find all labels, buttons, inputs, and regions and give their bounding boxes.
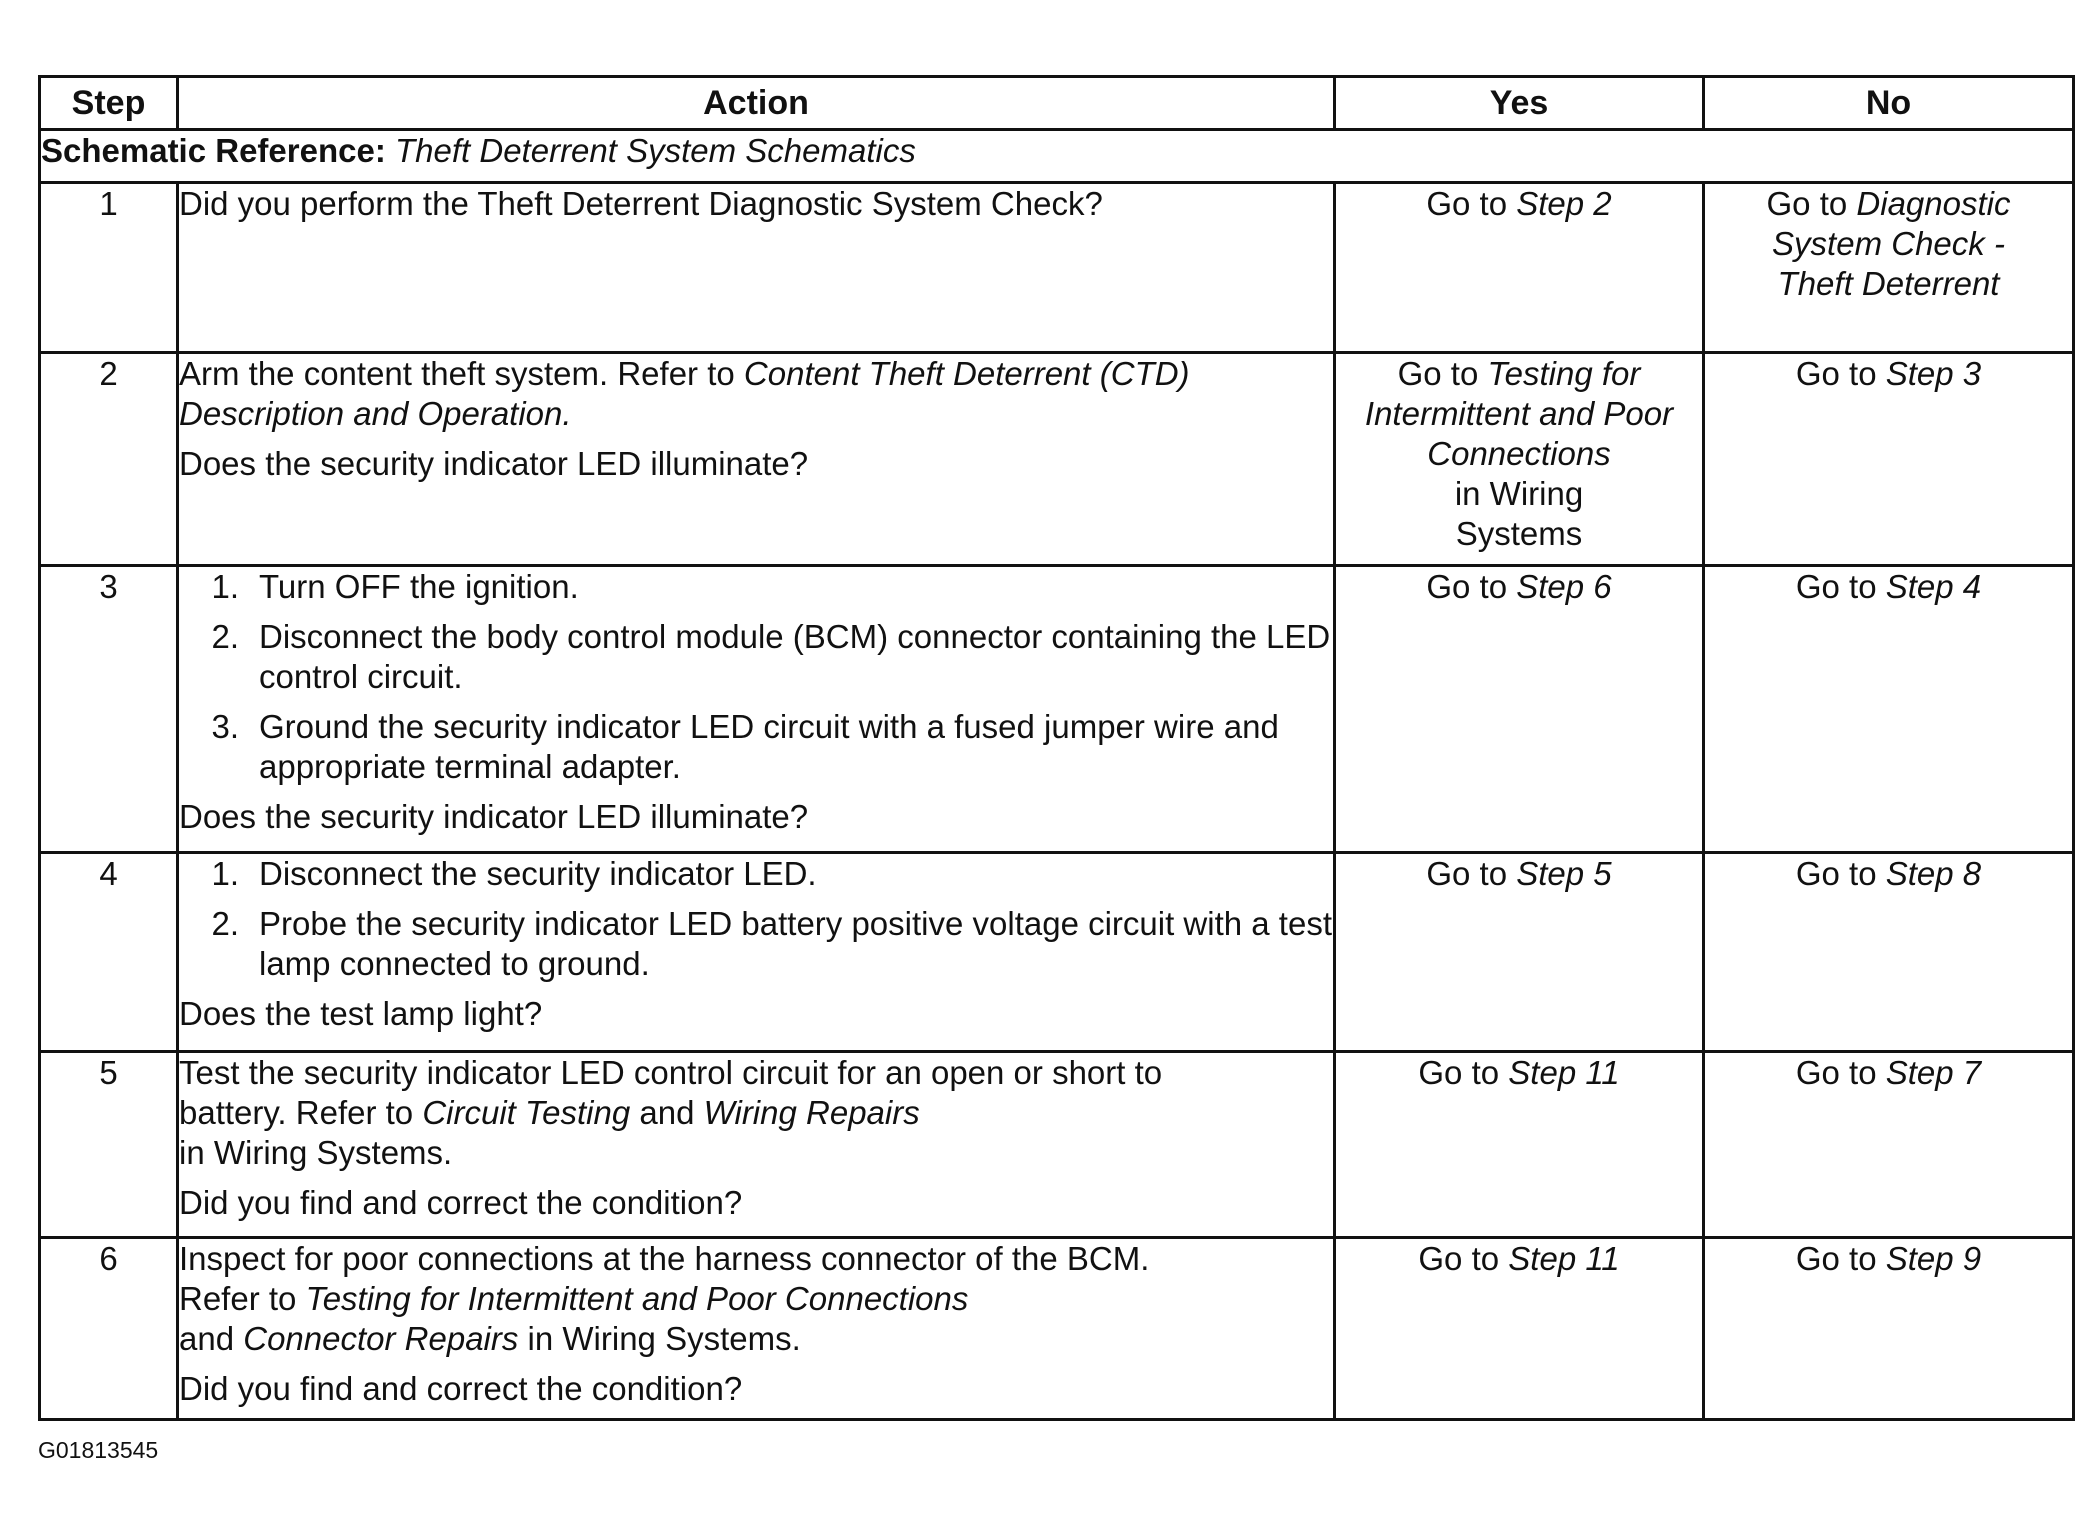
action-cell bbox=[178, 853, 1335, 1052]
go-to-text: Go to bbox=[1426, 855, 1508, 892]
no-cell bbox=[1704, 1238, 2074, 1420]
action-text-part: Arm the content theft system. Refer to bbox=[179, 355, 735, 392]
action-question: Did you find and correct the condition? bbox=[179, 1184, 743, 1221]
header-action: Action bbox=[178, 77, 1335, 130]
no-cell bbox=[1704, 353, 2074, 566]
yes-cell bbox=[1335, 1052, 1704, 1238]
step-link[interactable]: Step 2 bbox=[1516, 185, 1612, 222]
step-link[interactable]: Step 6 bbox=[1516, 568, 1612, 605]
doc-link[interactable]: Wiring Repairs bbox=[703, 1094, 920, 1131]
action-question: Does the security indicator LED illuminate? bbox=[179, 798, 809, 835]
action-text-part: Refer to bbox=[179, 1280, 297, 1317]
step-link[interactable]: Step 4 bbox=[1885, 568, 1982, 605]
doc-link[interactable]: Intermittent and Poor bbox=[1364, 395, 1674, 432]
table-row bbox=[40, 1238, 2074, 1420]
procedure-list bbox=[179, 567, 1333, 787]
header-no: No bbox=[1704, 77, 2074, 130]
procedure-step-text: Ground the security indicator LED circuit with a fused jumper wire and appropriate terminal adapter. bbox=[259, 708, 1279, 785]
doc-link[interactable]: System Check - bbox=[1772, 225, 2005, 262]
doc-link[interactable]: Description and Operation. bbox=[179, 395, 572, 432]
yes-cell bbox=[1335, 1238, 1704, 1420]
procedure-step-number: 2. bbox=[211, 905, 239, 942]
action-text-part: battery. Refer to bbox=[179, 1094, 414, 1131]
doc-link[interactable]: Connector Repairs bbox=[243, 1320, 519, 1357]
procedure-step-number: 1. bbox=[211, 855, 239, 892]
go-to-text: Go to bbox=[1795, 1240, 1877, 1277]
doc-link[interactable]: Content Theft Deterrent (CTD) bbox=[743, 355, 1190, 392]
step-link[interactable]: Step 11 bbox=[1508, 1054, 1620, 1091]
action-question: Does the security indicator LED illuminate? bbox=[179, 445, 809, 482]
procedure-step bbox=[179, 567, 1333, 607]
procedure-step-number: 1. bbox=[211, 568, 239, 605]
table-row bbox=[40, 183, 2074, 353]
step-link[interactable]: Step 7 bbox=[1885, 1054, 1982, 1091]
action-cell bbox=[178, 183, 1335, 353]
go-to-text: Go to bbox=[1766, 185, 1848, 222]
yes-cell bbox=[1335, 353, 1704, 566]
procedure-step-text: Disconnect the security indicator LED. bbox=[259, 855, 817, 892]
doc-link[interactable]: Circuit Testing bbox=[422, 1094, 631, 1131]
action-cell bbox=[178, 353, 1335, 566]
doc-link-suffix: in Wiring bbox=[1454, 475, 1584, 512]
step-number: 6 bbox=[40, 1238, 178, 1420]
header-yes: Yes bbox=[1335, 77, 1704, 130]
step-number: 2 bbox=[40, 353, 178, 566]
action-text: Did you perform the Theft Deterrent Diagnostic System Check? bbox=[179, 185, 1103, 222]
header-step: Step bbox=[40, 77, 178, 130]
no-cell bbox=[1704, 853, 2074, 1052]
action-cell bbox=[178, 1052, 1335, 1238]
procedure-step-text: Turn OFF the ignition. bbox=[259, 568, 579, 605]
procedure-step-number: 2. bbox=[211, 618, 239, 655]
doc-link[interactable]: Connections bbox=[1427, 435, 1611, 472]
step-link[interactable]: Step 9 bbox=[1885, 1240, 1982, 1277]
go-to-text: Go to bbox=[1795, 1054, 1877, 1091]
table-row bbox=[40, 853, 2074, 1052]
action-cell bbox=[178, 566, 1335, 853]
step-number: 1 bbox=[40, 183, 178, 353]
go-to-text: Go to bbox=[1397, 355, 1479, 392]
header-row bbox=[40, 77, 2074, 130]
step-link[interactable]: Step 5 bbox=[1516, 855, 1612, 892]
procedure-step bbox=[179, 904, 1333, 984]
no-cell bbox=[1704, 566, 2074, 853]
action-text bbox=[179, 1053, 1333, 1173]
procedure-step-text: Probe the security indicator LED battery positive voltage circuit with a test lamp connected to ground. bbox=[259, 905, 1332, 982]
action-text bbox=[179, 1239, 1333, 1359]
go-to-text: Go to bbox=[1795, 355, 1877, 392]
table-row bbox=[40, 566, 2074, 853]
schematic-reference-label: Schematic Reference: bbox=[41, 132, 386, 169]
action-question: Did you find and correct the condition? bbox=[179, 1370, 743, 1407]
action-text bbox=[179, 354, 1333, 434]
schematic-reference-link[interactable]: Theft Deterrent System Schematics bbox=[395, 132, 916, 169]
action-text-part: Inspect for poor connections at the harness connector of the BCM. bbox=[179, 1240, 1150, 1277]
go-to-text: Go to bbox=[1795, 855, 1877, 892]
no-cell bbox=[1704, 183, 2074, 353]
procedure-step bbox=[179, 707, 1333, 787]
action-text-part: in Wiring Systems. bbox=[527, 1320, 801, 1357]
yes-cell bbox=[1335, 566, 1704, 853]
doc-link-suffix: Systems bbox=[1455, 515, 1583, 552]
action-cell bbox=[178, 1238, 1335, 1420]
figure-id: G01813545 bbox=[38, 1437, 159, 1463]
yes-cell bbox=[1335, 853, 1704, 1052]
table-row bbox=[40, 1052, 2074, 1238]
doc-link[interactable]: Testing for Intermittent and Poor Connections bbox=[305, 1280, 969, 1317]
diagnostic-table-container bbox=[38, 75, 2072, 1421]
table-row bbox=[40, 353, 2074, 566]
doc-link[interactable]: Testing for bbox=[1487, 355, 1641, 392]
step-link[interactable]: Step 8 bbox=[1885, 855, 1982, 892]
step-link[interactable]: Step 3 bbox=[1885, 355, 1982, 392]
go-to-text: Go to bbox=[1426, 568, 1508, 605]
procedure-list bbox=[179, 854, 1333, 984]
procedure-step bbox=[179, 617, 1333, 697]
action-text-part: and bbox=[639, 1094, 695, 1131]
go-to-text: Go to bbox=[1418, 1054, 1500, 1091]
go-to-text: Go to bbox=[1795, 568, 1877, 605]
action-text-part: in Wiring Systems. bbox=[179, 1134, 453, 1171]
step-link[interactable]: Step 11 bbox=[1508, 1240, 1620, 1277]
action-question: Does the test lamp light? bbox=[179, 995, 543, 1032]
procedure-step-text: Disconnect the body control module (BCM) connector containing the LED control circuit. bbox=[259, 618, 1331, 695]
step-number: 4 bbox=[40, 853, 178, 1052]
schematic-reference bbox=[40, 130, 2074, 183]
action-text-part: Test the security indicator LED control circuit for an open or short to bbox=[179, 1054, 1163, 1091]
diagnostic-table bbox=[38, 75, 2075, 1421]
no-cell bbox=[1704, 1052, 2074, 1238]
step-number: 3 bbox=[40, 566, 178, 853]
yes-cell bbox=[1335, 183, 1704, 353]
go-to-text: Go to bbox=[1426, 185, 1508, 222]
action-text-part: and bbox=[179, 1320, 235, 1357]
step-number: 5 bbox=[40, 1052, 178, 1238]
doc-link[interactable]: Diagnostic bbox=[1856, 185, 2011, 222]
procedure-step-number: 3. bbox=[211, 708, 239, 745]
go-to-text: Go to bbox=[1418, 1240, 1500, 1277]
doc-link[interactable]: Theft Deterrent bbox=[1777, 265, 2000, 302]
schematic-reference-row bbox=[40, 130, 2074, 183]
procedure-step bbox=[179, 854, 1333, 894]
